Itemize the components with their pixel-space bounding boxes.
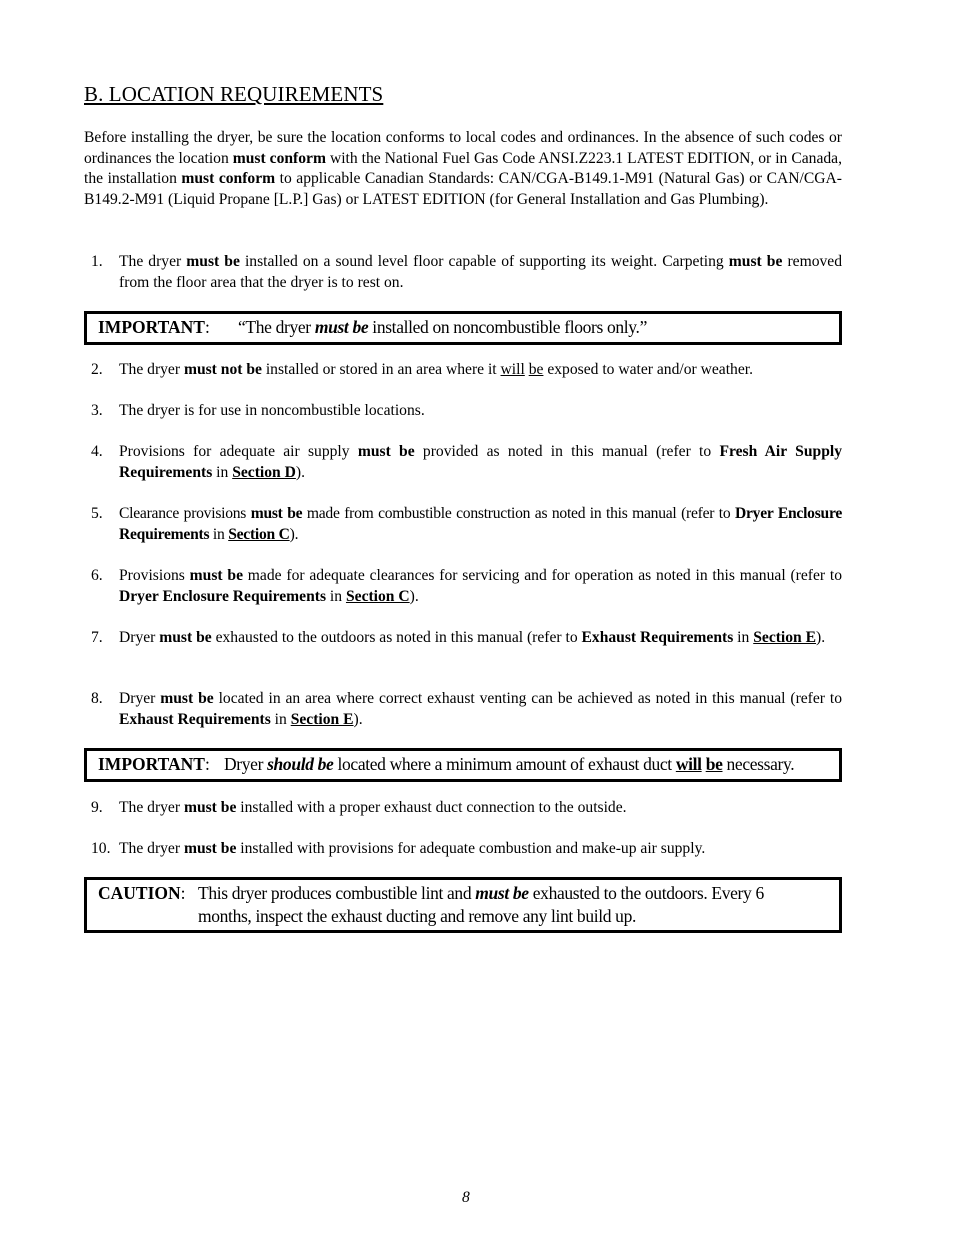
section-reference: Section C bbox=[228, 525, 290, 543]
item-number: 5. bbox=[91, 505, 103, 522]
requirement-item-5 bbox=[84, 504, 842, 545]
item-text-part: The dryer bbox=[119, 840, 184, 857]
notice-label bbox=[98, 316, 210, 339]
notice-emphasis: should be bbox=[267, 754, 334, 774]
item-text-part: The dryer bbox=[119, 361, 184, 378]
requirement-item-8 bbox=[84, 689, 842, 730]
item-text-part: ). bbox=[295, 463, 305, 481]
requirement-item-9 bbox=[84, 798, 842, 819]
item-text bbox=[119, 798, 842, 819]
item-number: 1. bbox=[91, 253, 103, 270]
notice-colon: : bbox=[204, 754, 210, 774]
requirement-item-6 bbox=[84, 566, 842, 607]
notice-text-part: This dryer produces combustible lint and bbox=[198, 883, 476, 903]
item-text bbox=[119, 401, 842, 422]
item-emphasis: must be bbox=[189, 567, 243, 584]
item-emphasis: must be bbox=[183, 840, 237, 857]
item-text-part: installed on a sound level floor capable of supporting its weight. Carpeting bbox=[239, 253, 729, 270]
item-text-part: made from combustible construction as noted in this manual (refer to bbox=[302, 505, 735, 522]
item-text-part: ). bbox=[353, 710, 363, 728]
important-notice-exhaust bbox=[84, 748, 842, 782]
item-underline: will bbox=[500, 361, 525, 378]
item-number: 7. bbox=[91, 629, 103, 646]
requirement-item-2 bbox=[84, 360, 842, 381]
item-text-part: installed with provisions for adequate combustion and make-up air supply. bbox=[236, 840, 706, 857]
item-underline: be bbox=[528, 361, 544, 378]
notice-underline: will bbox=[675, 754, 702, 774]
item-text bbox=[119, 566, 842, 607]
item-text-part: made for adequate clearances for servicing and for operation as noted in this manual (refer to bbox=[243, 567, 843, 584]
intro-paragraph bbox=[84, 128, 842, 211]
item-text-part: located in an area where correct exhaust venting can be achieved as noted in this manual (refer to bbox=[213, 690, 843, 707]
item-emphasis: Dryer Enclosure Requirements bbox=[119, 505, 843, 543]
item-text-part: in bbox=[326, 587, 346, 605]
item-emphasis: must be bbox=[160, 690, 214, 707]
section-reference: Section D bbox=[232, 463, 296, 481]
item-emphasis: Dryer Enclosure Requirements bbox=[119, 587, 327, 605]
item-emphasis: must be bbox=[186, 253, 240, 270]
notice-label bbox=[98, 753, 210, 776]
item-text bbox=[119, 839, 842, 860]
item-text-part: in bbox=[270, 710, 291, 728]
notice-text-part: “The dryer bbox=[238, 317, 315, 337]
page-number: 8 bbox=[462, 1189, 470, 1206]
notice-label bbox=[98, 882, 186, 905]
intro-text: Before installing the dryer, be sure the location conforms to local codes and ordinances. In the absence of such codes or ordinances the location bbox=[84, 129, 842, 167]
item-number: 10. bbox=[91, 840, 111, 857]
notice-colon: : bbox=[204, 317, 210, 337]
item-text bbox=[119, 628, 842, 649]
item-text-part: Clearance provisions bbox=[119, 505, 251, 522]
notice-text-part: exhausted to the outdoors. Every 6 months, inspect the exhaust ducting and remove any lint build up. bbox=[198, 883, 764, 926]
requirement-item-3 bbox=[84, 401, 842, 422]
item-emphasis: must be bbox=[250, 505, 303, 522]
requirement-item-7 bbox=[84, 628, 842, 649]
item-text-part: in bbox=[209, 525, 229, 543]
notice-text-part: installed on noncombustible floors only.” bbox=[368, 317, 647, 337]
item-text bbox=[119, 252, 842, 293]
notice-text bbox=[224, 751, 839, 779]
item-text-part: The dryer is for use in noncombustible locations. bbox=[119, 402, 425, 419]
item-emphasis: must be bbox=[357, 443, 415, 460]
section-reference: Section C bbox=[345, 587, 410, 605]
item-text-part: removed from the floor area that the dryer is to rest on. bbox=[119, 253, 843, 291]
intro-text: with the National Fuel Gas Code ANSI.Z223.1 LATEST EDITION, or in Canada, the installation bbox=[84, 149, 842, 188]
item-number: 8. bbox=[91, 690, 103, 707]
requirement-item-10 bbox=[84, 839, 842, 860]
item-text-part: in bbox=[733, 629, 754, 646]
item-number: 9. bbox=[91, 799, 103, 816]
item-emphasis: must be bbox=[728, 253, 783, 270]
item-text-part: ). bbox=[289, 525, 299, 543]
item-text-part: exposed to water and/or weather. bbox=[543, 361, 753, 378]
intro-emphasis: must conform bbox=[181, 170, 276, 188]
item-text-part: Provisions bbox=[119, 567, 190, 584]
important-notice-floor bbox=[84, 311, 842, 345]
intro-text: to applicable Canadian Standards: CAN/CGA-B149.1-M91 (Natural Gas) or CAN/CGA-B149.2-M91 (Liquid Propane [L.P.] Gas) or LATEST EDITION (for General Installation and Gas Plumbing). bbox=[84, 170, 842, 209]
item-text-part: Dryer bbox=[119, 629, 160, 646]
item-number: 4. bbox=[91, 443, 103, 460]
section-reference: Section E bbox=[290, 710, 354, 728]
notice-label-text: IMPORTANT bbox=[98, 317, 205, 337]
notice-colon: : bbox=[180, 883, 186, 903]
item-text-part: Dryer bbox=[119, 690, 161, 707]
intro-emphasis: must conform bbox=[232, 149, 326, 167]
notice-underline: be bbox=[705, 754, 723, 774]
item-emphasis: Fresh Air Supply Requirements bbox=[119, 443, 842, 481]
notice-text-part: located where a minimum amount of exhaust duct bbox=[333, 754, 676, 774]
caution-notice-lint bbox=[84, 877, 842, 933]
notice-label-text: CAUTION bbox=[98, 883, 181, 903]
section-heading: B. LOCATION REQUIREMENTS bbox=[84, 82, 384, 106]
item-emphasis: must not be bbox=[183, 361, 262, 378]
notice-emphasis: must be bbox=[314, 317, 369, 337]
notice-text-part: Dryer bbox=[224, 754, 268, 774]
item-text bbox=[119, 504, 842, 545]
requirement-item-1 bbox=[84, 252, 842, 293]
item-text-part: in bbox=[212, 463, 233, 481]
item-text-part: Provisions for adequate air supply bbox=[119, 443, 358, 460]
item-emphasis: Exhaust Requirements bbox=[581, 629, 734, 646]
item-text-part: ). bbox=[409, 587, 419, 605]
item-text-part: provided as noted in this manual (refer to bbox=[414, 443, 720, 460]
item-text-part: The dryer bbox=[119, 253, 187, 270]
notice-text-part: necessary. bbox=[722, 754, 795, 774]
item-text bbox=[119, 689, 842, 730]
notice-text bbox=[198, 880, 839, 930]
item-text-part: The dryer bbox=[119, 799, 184, 816]
item-number: 2. bbox=[91, 361, 103, 378]
item-text-part: installed or stored in an area where it bbox=[261, 361, 501, 378]
notice-text bbox=[238, 314, 839, 342]
item-emphasis: Exhaust Requirements bbox=[119, 710, 271, 728]
item-emphasis: must be bbox=[159, 629, 212, 646]
item-number: 6. bbox=[91, 567, 103, 584]
item-text-part: exhausted to the outdoors as noted in this manual (refer to bbox=[211, 629, 582, 646]
requirement-item-4 bbox=[84, 442, 842, 483]
item-number: 3. bbox=[91, 402, 103, 419]
item-text bbox=[119, 442, 842, 483]
item-text bbox=[119, 360, 842, 381]
section-reference: Section E bbox=[753, 629, 817, 646]
item-emphasis: must be bbox=[183, 799, 237, 816]
notice-emphasis: must be bbox=[475, 883, 529, 903]
notice-label-text: IMPORTANT bbox=[98, 754, 205, 774]
item-text-part: installed with a proper exhaust duct connection to the outside. bbox=[236, 799, 627, 816]
item-text-part: ). bbox=[816, 629, 826, 646]
